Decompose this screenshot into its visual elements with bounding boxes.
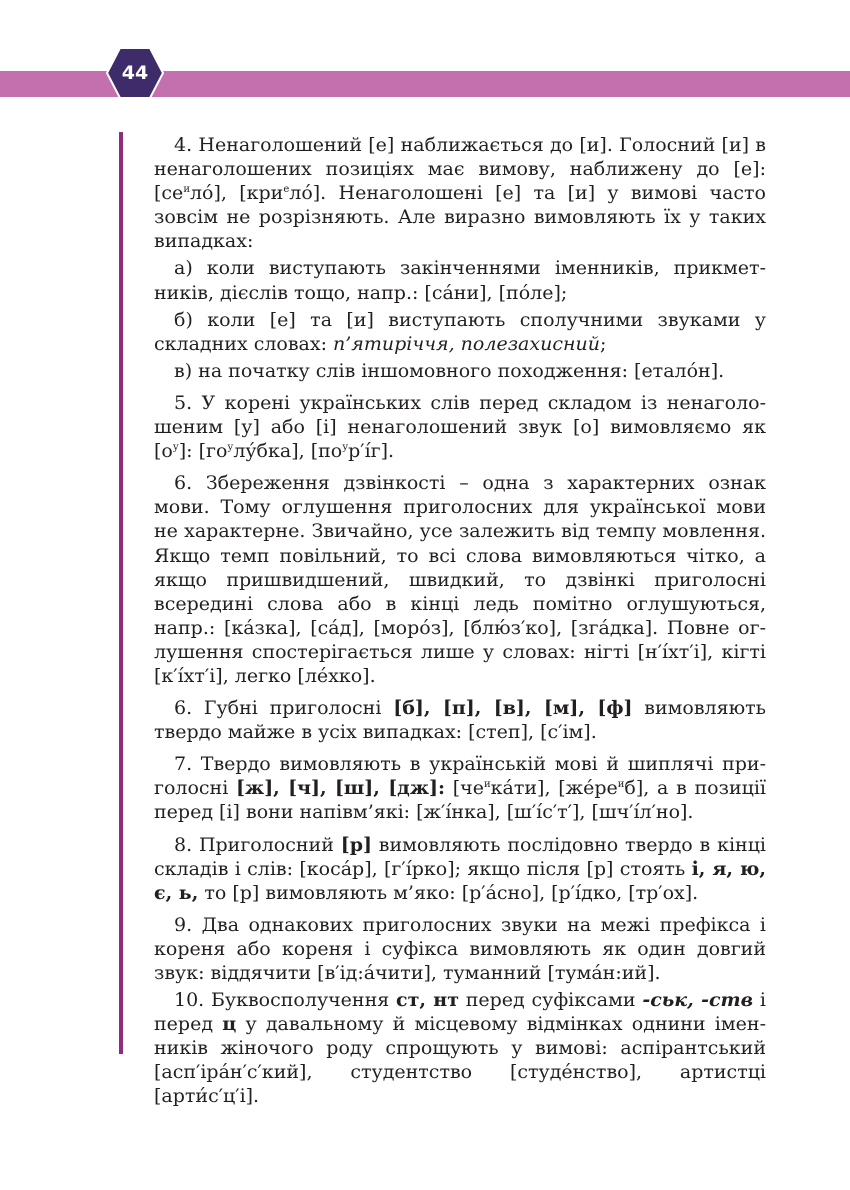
text-run: 6. Збереження дзвінкості – одна з характерних ознак мови. Тому оглушення приголосних для української мови не характерне. Звичайно, усе залежить від темпу мовлення. Якщо темп повільний, то всі слова вимовляються чітко, а якщо пришвидшений, швидкий, то дзвінкі приголосні всередині слова або в кінці ледь помітно оглушуються, напр.: [ка́зка], [са́д], [моро́з], [блю́з′ко], [зга́дка]. Повне оглушення спостерігається лише у словах: нігті [н′і́хт′і], кігті [к′і́хт′і], легко [ле́хко]. [154, 472, 766, 687]
page-number: 44 [121, 62, 149, 84]
superscript: и [617, 779, 625, 791]
paragraph-5 [154, 391, 766, 463]
italic-text: п’ятиріччя, полезахисний [333, 332, 600, 355]
text-run: у давальному й місцевому відмінках однини іменників жіночого роду спрощують у вимові: аспірантський [асп′іра́н′с′кий], студентство [студе́нство], артистці [арти́с′ц′і]. [154, 1013, 766, 1108]
text-run: 10. Буквосполучення [174, 989, 396, 1012]
superscript: у [172, 442, 179, 454]
page-body [154, 133, 766, 1117]
text-run: вимовляють послідовно твердо в кінці складів і слів: [коса́р], [г′і́рко]; якщо після [р] стоять [154, 833, 766, 880]
superscript: и [183, 184, 190, 196]
text-run: 6. Губні приголосні [174, 697, 394, 720]
text-run: 8. Приголосний [174, 833, 341, 856]
text-run: [че [445, 777, 484, 800]
paragraph-6a [154, 471, 766, 688]
text-run: і перед [154, 989, 766, 1036]
text-run: ]: [го [178, 440, 228, 463]
paragraph-4v [154, 359, 766, 383]
paragraph-7 [154, 752, 766, 824]
text-run: ; [599, 332, 607, 355]
bold-text: [р] [340, 833, 372, 856]
text-run: ло́], [кри [189, 182, 284, 205]
paragraph-4a [154, 256, 766, 304]
bold-text: [б], [п], [в], [м], [ф] [393, 697, 633, 720]
paragraph-8 [154, 833, 766, 905]
superscript: у [227, 442, 234, 454]
text-run: вимовляють твердо майже в усіх випадках: [степ], [с′ім]. [154, 697, 766, 744]
text-run: то [р] вимовляють м’яко: [р′а́сно], [р′і́дко, [тр′ох]. [198, 881, 699, 904]
bold-text: [ж], [ч], [ш], [дж]: [236, 777, 446, 800]
text-run: лу́бка], [по [233, 440, 343, 463]
text-run: 5. У корені українських слів перед складом із ненаголошеним [у] або [і] ненаголошений звук [о] вимовляємо як [о [154, 391, 766, 463]
bold-text: і, я, ю, є, ь, [154, 857, 767, 904]
paragraph-9 [154, 913, 766, 985]
superscript: и [483, 779, 491, 791]
text-run: б], а в позиції перед [і] вони напівм’які: [ж′і́нка], [ш′і́с′т′], [шч′і́л′но]. [154, 777, 766, 824]
text-run: р′і́г]. [348, 440, 395, 463]
bold-italic-text: -ськ, -ств [642, 989, 754, 1012]
text-run: 7. Твердо вимовляють в українській мові й шиплячі приголосні [154, 753, 766, 800]
bold-text: ц [222, 1013, 237, 1036]
text-run: ка́ти], [же́ре [490, 777, 618, 800]
margin-bar [119, 132, 123, 1054]
superscript: у [342, 442, 349, 454]
text-run: ло́]. Ненаголошені [е] та [и] у вимові часто зовсім не розрізняють. Але виразно вимовляють їх у таких випадках: [154, 182, 766, 253]
paragraph-4b [154, 308, 766, 356]
paragraph-10 [154, 988, 766, 1108]
text-run: а) коли виступають закінченнями іменників, прикметників, дієслів тощо, напр.: [са́ни], [по́ле]; [154, 257, 766, 304]
text-run: б) коли [е] та [и] виступають сполучними звуками у складних словах: [154, 308, 766, 355]
text-run: 9. Два однакових приголосних звуки на межі префікса і кореня або кореня і суфікса вимовляють як один довгий звук: віддячити [в′ід:а́чити], туманний [тума́н:ий]. [154, 913, 766, 984]
bold-text: ст, нт [396, 989, 459, 1012]
text-run: в) на початку слів іншомовного походження: [етало́н]. [174, 359, 725, 382]
page-number-badge [106, 47, 164, 99]
text-run: перед суфіксами [458, 989, 643, 1012]
paragraph-4 [154, 133, 766, 253]
text-run: 4. Ненаголошений [е] наближається до [и]. Голосний [и] в ненаголошених позиціях має вимову, наближену до [е]: [се [154, 134, 766, 205]
paragraph-6b [154, 696, 766, 744]
superscript: е [283, 184, 290, 196]
